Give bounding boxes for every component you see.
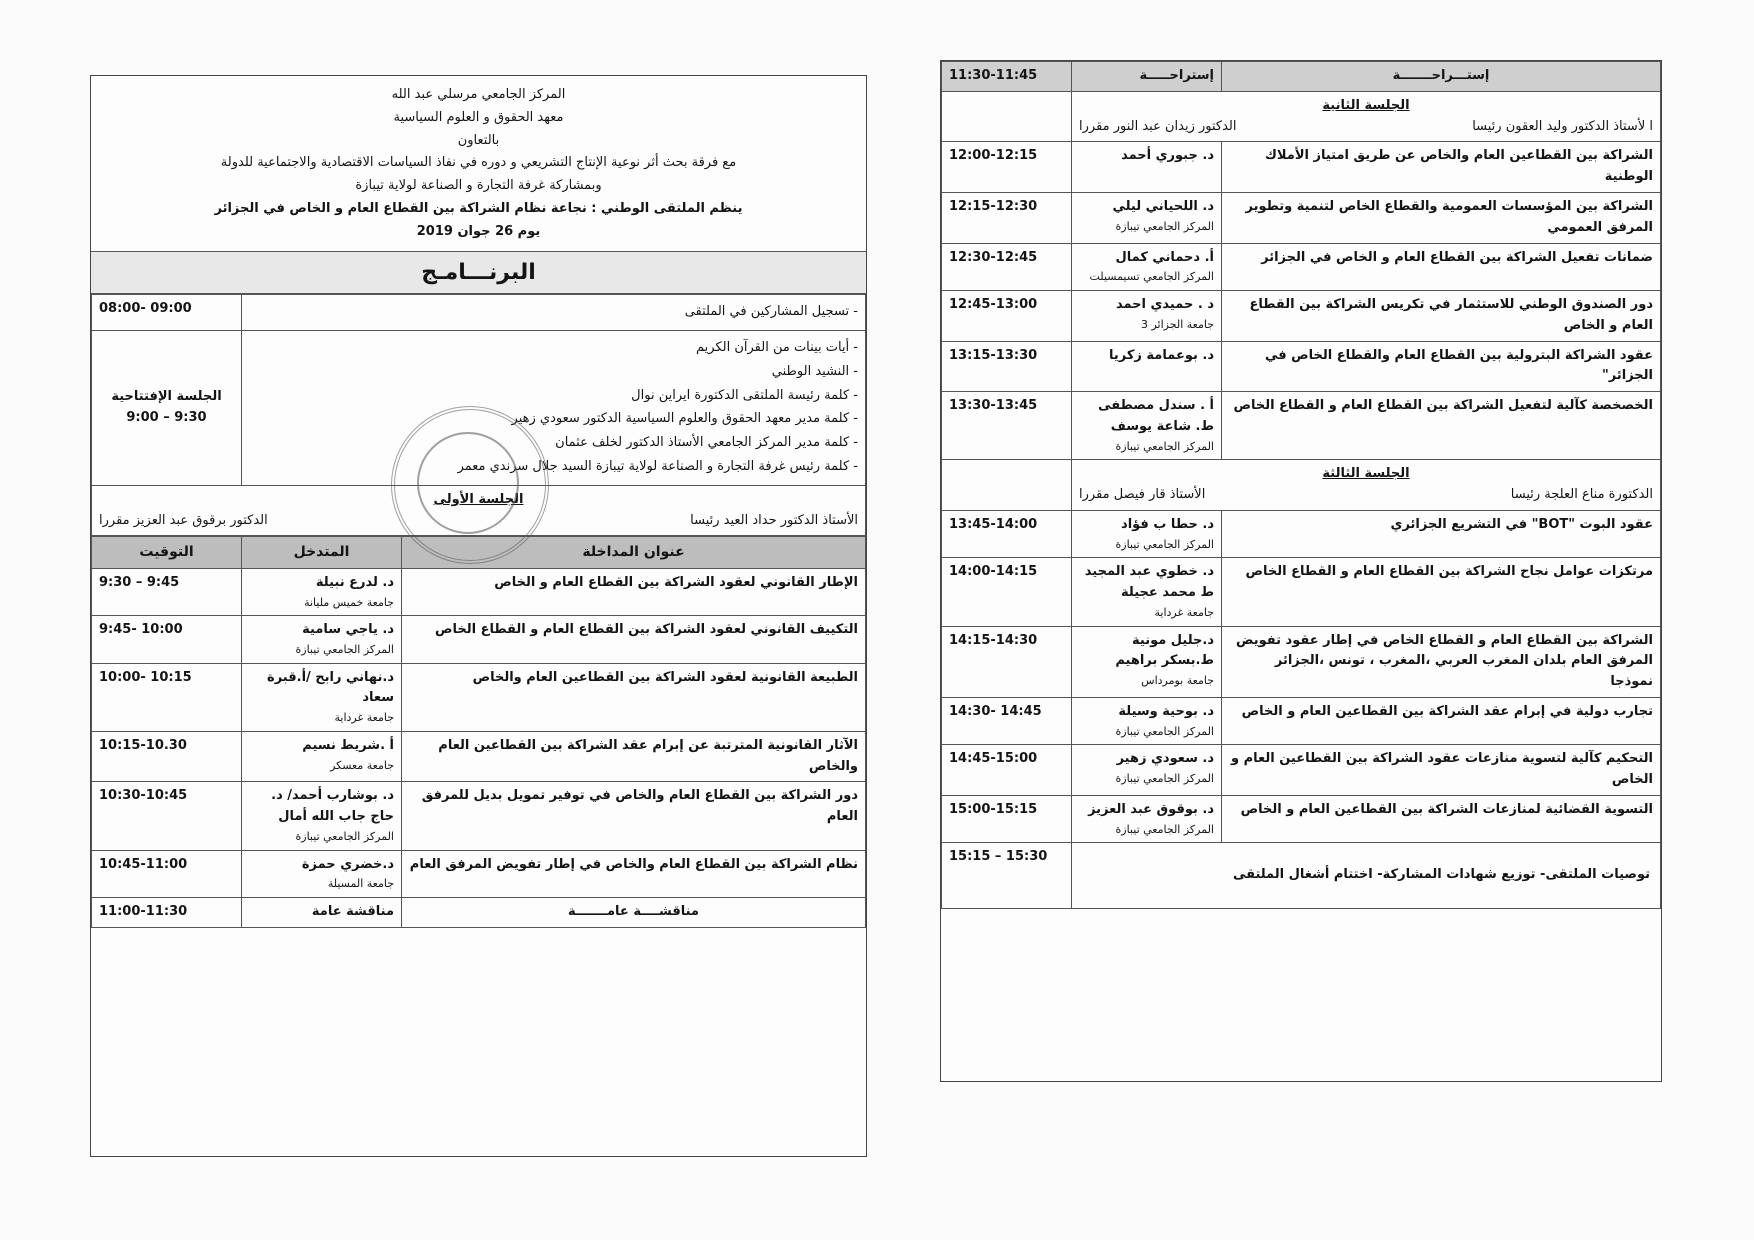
row-title: الشراكة بين المؤسسات العمومية والقطاع الخاص لتنمية وتطوير المرفق العمومي — [1222, 192, 1661, 243]
row-speaker: د. ياجي سامية — [302, 622, 394, 638]
break-time: 11:30-11:45 — [942, 62, 1072, 92]
row-speaker: د. سعودي زهير — [1116, 751, 1214, 767]
schedule-row — [92, 616, 866, 663]
row-affiliation: المركز الجامعي تيبازة — [1115, 724, 1214, 738]
row-speaker: د. بوحية وسيلة — [1118, 703, 1214, 719]
registration-row — [92, 295, 866, 331]
row-speaker: د. لدرع نبيلة — [315, 574, 394, 590]
row-affiliation: المركز الجامعي تيبازة — [1115, 219, 1214, 233]
row-time: 14:15-14:30 — [942, 626, 1072, 697]
opening-item: - كلمة مدير معهد الحقوق والعلوم السياسية الدكتور سعودي زهير — [249, 409, 858, 430]
opening-session-row — [92, 331, 866, 486]
row-speaker: د. بوقوق عبد العزيز — [1088, 801, 1214, 817]
row-title: مرتكزات عوامل نجاح الشراكة بين القطاع العام و القطاع الخاص — [1222, 558, 1661, 626]
row-time: 14:00-14:15 — [942, 558, 1072, 626]
program-page-right — [940, 60, 1662, 1082]
row-time: 10:45-11:00 — [92, 850, 242, 897]
row-title: عقود البوت "BOT" في التشريع الجزائري — [1222, 510, 1661, 557]
session1-rapporteur: الدكتور برقوق عبد العزيز مقررا — [99, 512, 268, 528]
opening-table — [91, 294, 866, 536]
event-header — [91, 76, 866, 252]
row-affiliation: جامعة المسيلة — [327, 877, 394, 891]
program-title: البرنـــامـج — [91, 252, 866, 294]
row-time: 13:15-13:30 — [942, 341, 1072, 392]
row-title: ضمانات تفعيل الشراكة بين القطاع العام و الخاص في الجزائر — [1222, 243, 1661, 290]
registration-text: - تسجيل المشاركين في الملتقى — [249, 302, 858, 323]
row-title: الإطار القانوني لعقود الشراكة بين القطاع العام و الخاص — [402, 568, 866, 615]
header-line: بالتعاون — [457, 132, 500, 148]
break-label: إستراحـــــة — [1072, 62, 1222, 92]
session3-info-row — [942, 460, 1661, 511]
row-time: 10:15-10.30 — [92, 731, 242, 782]
schedule-row — [942, 392, 1661, 460]
schedule-row — [942, 243, 1661, 290]
row-title: الشراكة بين القطاع العام و القطاع الخاص في إطار عقود تفويض المرفق العام بلدان المغرب العربي ،المغرب ، تونس ،الجزائر نموذجا — [1222, 626, 1661, 697]
opening-item: - كلمة مدير المركز الجامعي الأستاذ الدكتور لخلف عثمان — [249, 433, 858, 454]
row-affiliation: جامعة خميس مليانة — [304, 595, 394, 609]
row-speaker: أ. دحماني كمال — [1115, 249, 1214, 265]
break-label-long: إستـــراحـــــــة — [1222, 62, 1661, 92]
session1-info-row — [92, 485, 866, 536]
row-affiliation: جامعة بومرداس — [1141, 674, 1214, 688]
row-speaker: د. بوشارب أحمد/ د. حاج جاب الله أمال — [271, 788, 394, 825]
opening-item: - أيات بينات من القرآن الكريم — [249, 338, 858, 359]
session1-chair: الأستاذ الدكتور حداد العيد رئيسا — [690, 512, 858, 528]
row-speaker: أ .شريط نسيم — [302, 737, 394, 753]
row-title: دور الشراكة بين القطاع العام والخاص في توفير تمويل بديل للمرفق العام — [402, 782, 866, 850]
session2-title: الجلسة الثانية — [1322, 97, 1410, 113]
col-speaker-header: المتدخل — [242, 537, 402, 568]
schedule-row — [942, 192, 1661, 243]
row-affiliation: جامعة غرداية — [334, 711, 394, 725]
row-affiliation: المركز الجامعي تيبازة — [295, 643, 394, 656]
row-time: 13:30-13:45 — [942, 392, 1072, 460]
closing-text: توصيات الملتقى- توزيع شهادات المشاركة- اختتام أشغال الملتقى — [1072, 843, 1661, 909]
row-time: 12:45-13:00 — [942, 290, 1072, 341]
row-time: 10:00- 10:15 — [92, 663, 242, 731]
row-speaker: د.خضري حمزة — [301, 856, 394, 872]
row-affiliation: المركز الجامعي تسيمسيلت — [1089, 270, 1214, 284]
row-title: التسوية القضائية لمنازعات الشراكة بين القطاعين العام و الخاص — [1222, 795, 1661, 842]
row-affiliation: جامعة معسكر — [330, 758, 394, 772]
row-time: 12:00-12:15 — [942, 142, 1072, 193]
row-affiliation: المركز الجامعي تيبازة — [1115, 537, 1214, 551]
registration-time: 08:00- 09:00 — [92, 295, 242, 331]
row-title: التحكيم كآلية لتسوية منازعات عقود الشراكة بين القطاعين العام و الخاص — [1222, 745, 1661, 796]
header-line: وبمشاركة غرفة التجارة و الصناعة لولاية تيبازة — [355, 178, 602, 193]
break-row — [942, 62, 1661, 92]
schedule-row — [92, 782, 866, 850]
program-page-left — [90, 75, 867, 1157]
row-time: 14:30- 14:45 — [942, 697, 1072, 744]
header-line: ينظم الملتقى الوطني : نجاعة نظام الشراكة بين القطاع العام و الخاص في الجزائر — [214, 200, 743, 216]
session2-chair: ا لأستاذ الدكتور وليد العقون رئيسا — [1472, 118, 1653, 134]
schedule-row — [942, 626, 1661, 697]
row-speaker: أ . سندل مصطفى ط. شاعة يوسف — [1098, 398, 1214, 434]
row-affiliation: المركز الجامعي تيبازة — [1115, 822, 1214, 836]
row-time: 13:45-14:00 — [942, 510, 1072, 557]
closing-time: 15:15 – 15:30 — [942, 843, 1072, 909]
opening-item: - كلمة رئيس غرفة التجارة و الصناعة لولاية تيبازة السيد جلال سرندي معمر — [249, 457, 858, 478]
row-speaker: د.جليل مونية ط.بسكر براهيم — [1115, 632, 1214, 669]
discussion-title: مناقشــــة عامـــــــة — [402, 897, 866, 927]
row-title: التكييف القانوني لعقود الشراكة بين القطاع العام و القطاع الخاص — [402, 616, 866, 663]
row-time: 10:30-10:45 — [92, 782, 242, 850]
opening-items-list — [249, 338, 858, 478]
row-time: 12:15-12:30 — [942, 192, 1072, 243]
row-affiliation: جامعة الجزائر 3 — [1140, 317, 1214, 331]
header-line: معهد الحقوق و العلوم السياسية — [393, 109, 564, 125]
row-speaker: د . حميدي احمد — [1115, 296, 1214, 312]
right-schedule-table — [941, 61, 1661, 909]
row-time: 12:30-12:45 — [942, 243, 1072, 290]
row-title: تجارب دولية في إبرام عقد الشراكة بين القطاعين العام و الخاص — [1222, 697, 1661, 744]
row-affiliation: المركز الجامعي تيبازة — [295, 829, 394, 843]
row-speaker: د. بوعمامة زكريا — [1109, 347, 1214, 363]
col-time-header: التوقيت — [92, 537, 242, 568]
session3-rapporteur: الأستاذ قار فيصل مقررا — [1079, 487, 1206, 503]
row-title: الطبيعة القانونية لعقود الشراكة بين القطاعين العام والخاص — [402, 663, 866, 731]
row-speaker: د. جبوري أحمد — [1121, 148, 1214, 164]
schedule-row — [92, 731, 866, 782]
opening-label: الجلسة الإفتتاحية — [111, 389, 222, 405]
row-time: 9:30 – 9:45 — [92, 568, 242, 615]
header-line: يوم 26 جوان 2019 — [416, 223, 541, 239]
closing-row — [942, 843, 1661, 909]
row-time: 9:45- 10:00 — [92, 616, 242, 663]
schedule-row — [942, 697, 1661, 744]
opening-item: - النشيد الوطني — [249, 362, 858, 383]
opening-item: - كلمة رئيسة الملتقى الدكتورة ايراين نوال — [249, 386, 858, 407]
row-speaker: د. حطا ب فؤاد — [1121, 516, 1214, 532]
header-line: المركز الجامعي مرسلي عبد الله — [391, 87, 566, 102]
row-affiliation: جامعة غرداية — [1154, 605, 1214, 619]
schedule-row — [942, 558, 1661, 626]
row-title: الشراكة بين القطاعين العام والخاص عن طريق امتياز الأملاك الوطنية — [1222, 142, 1661, 193]
discussion-time: 11:00-11:30 — [92, 897, 242, 927]
row-speaker: د. خطوي عبد المجيد ط محمد عجيلة — [1084, 564, 1214, 601]
schedule-row — [92, 663, 866, 731]
discussion-row — [92, 897, 866, 927]
opening-time: 9:00 – 9:30 — [126, 409, 207, 425]
session1-table — [91, 536, 866, 927]
row-speaker: د. اللحياني ليلي — [1112, 198, 1214, 214]
row-affiliation: المركز الجامعي تيبازة — [1115, 772, 1214, 786]
schedule-row — [942, 341, 1661, 392]
row-title: نظام الشراكة بين القطاع العام والخاص في إطار تفويض المرفق العام — [402, 850, 866, 897]
row-title: الخصخصة كآلية لتفعيل الشراكة بين القطاع العام و القطاع الخاص — [1222, 392, 1661, 460]
col-title-header: عنوان المداخلة — [402, 537, 866, 568]
row-title: عقود الشراكة البترولية بين القطاع العام والقطاع الخاص في الجزائر" — [1222, 341, 1661, 392]
header-line: مع فرقة بحث أثر نوعية الإنتاج التشريعي و دوره في نفاذ السياسات الاقتصادية والاجتماعية للدولة — [220, 155, 737, 171]
row-time: 14:45-15:00 — [942, 745, 1072, 796]
session1-title: الجلسة الأولى — [433, 491, 524, 507]
row-title: دور الصندوق الوطني للاستثمار في تكريس الشراكة بين القطاع العام و الخاص — [1222, 290, 1661, 341]
row-speaker: د.نهاني رابح /أ.قبرة سعاد — [267, 669, 394, 706]
schedule-row — [92, 568, 866, 615]
session3-title: الجلسة الثالثة — [1322, 466, 1410, 482]
session2-info-row — [942, 91, 1661, 142]
schedule-row — [942, 795, 1661, 842]
session3-chair: الدكتورة مناع العلجة رئيسا — [1510, 487, 1653, 503]
schedule-row — [942, 142, 1661, 193]
row-time: 15:00-15:15 — [942, 795, 1072, 842]
schedule-row — [942, 510, 1661, 557]
schedule-row — [92, 850, 866, 897]
session2-rapporteur: الدكتور زيدان عبد النور مقررا — [1079, 118, 1237, 134]
discussion-speaker: مناقشة عامة — [242, 897, 402, 927]
row-affiliation: المركز الجامعي تيبازة — [1115, 439, 1214, 453]
table-header-row — [92, 537, 866, 568]
schedule-row — [942, 290, 1661, 341]
row-title: الآثار القانونية المترتبة عن إبرام عقد الشراكة بين القطاعين العام والخاص — [402, 731, 866, 782]
schedule-row — [942, 745, 1661, 796]
